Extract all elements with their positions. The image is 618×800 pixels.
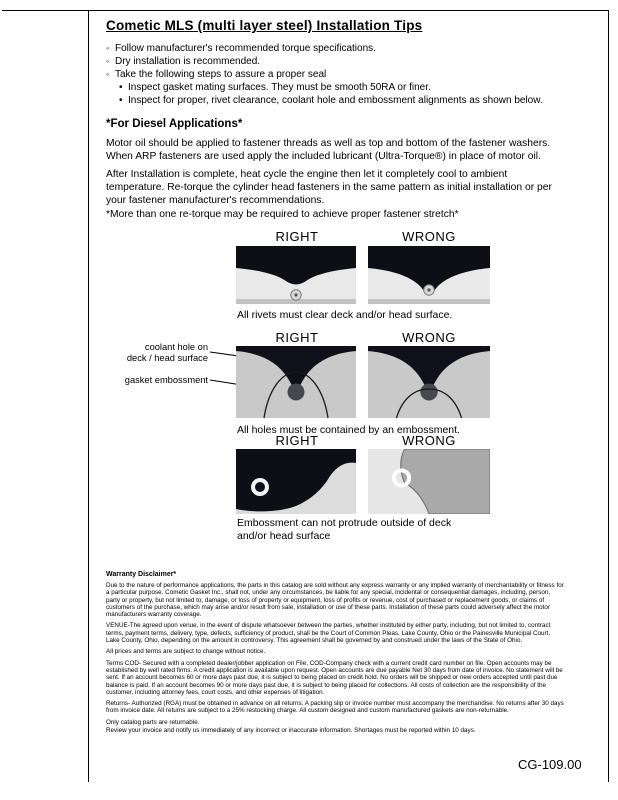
right-label-row2: RIGHT: [275, 330, 319, 345]
tip-item: [106, 68, 576, 81]
tip-text: Take the following steps to assure a proper seal: [115, 69, 327, 80]
bullet-icon: ◦: [106, 56, 110, 66]
wrong-label-row1: WRONG: [402, 229, 456, 244]
tip-item: [106, 55, 576, 68]
diesel-heading: *For Diesel Applications*: [106, 118, 243, 130]
diagram-protrude-right: [236, 449, 356, 514]
gasket-embossment-label: gasket embossment: [124, 375, 208, 385]
diagram-embossment-wrong: [368, 346, 490, 418]
frame-left-border: [88, 10, 89, 782]
warranty-paragraph: Due to the nature of performance applications, the parts in this catalog are sold without any express warranty or any implied warranty of merchantability or fitness for a particular purpose. Cometic Gasket Inc., shall not, under any circumstances, be liable for any special, incidental or consequential damages, including, person, party or property, but not limited to, damage, or loss of property or equipment, loss of profits or revenue, cost of purchased or replacement goods, or claims of customers of the purchase, which may arise and/or result from sale, installation or use of these parts. Installation of these parts could adversely affect the motor manufacturers warranty coverage.: [106, 582, 564, 619]
frame-top-border: [2, 10, 609, 11]
frame-right-border: [608, 10, 609, 782]
bullet-icon: •: [119, 95, 123, 106]
diagram-rivet-right: [236, 246, 356, 304]
caption-protrude-line1: Embossment can not protrude outside of deck: [237, 517, 452, 529]
page-title: Cometic MLS (multi layer steel) Installation Tips: [106, 18, 423, 33]
diagram-embossment-right: [236, 346, 356, 418]
tip-item: [106, 42, 576, 55]
tips-list: [106, 42, 576, 107]
right-label-row3: RIGHT: [275, 433, 319, 448]
wrong-label-row3: WRONG: [402, 433, 456, 448]
caption-protrude-line2: and/or head surface: [237, 530, 331, 542]
page-code: CG-109.00: [518, 757, 582, 772]
caption-holes: All holes must be contained by an embossment.: [237, 424, 460, 436]
diagram-rivet-wrong: [368, 246, 490, 304]
warranty-section: [106, 571, 564, 738]
tip-sub-item: [119, 94, 576, 107]
tip-sub-item: [119, 81, 576, 94]
warranty-paragraph: VENUE-The agreed upon venue, in the event of dispute whatsoever between the parties, whether instituted by either party, including, but not limited to, contract terms, payment terms, delivery, type, defects, sufficiency of product, shall be the Court of Common Pleas, Lake County, Ohio or the Painesville Municipal Court, Lake County, Ohio, depending on the amount in controversy. This agreement shall be governed by and construed under the laws of the State of Ohio.: [106, 622, 551, 645]
right-label-row1: RIGHT: [275, 229, 319, 244]
warranty-paragraph: Terms COD- Secured with a completed dealer/jobber application on File, COD-Company check with a current credit card number on file. Open accounts may be established by well rated firms. A credit application is available upon request. Open accounts are due payable Net 30 days from date of invoice. No statement will be sent. If an account becomes 60 or more days past due, it is subject to being placed on credit hold. No orders will be shipped or new orders accepted until past due balance is paid. If an account becomes 90 or more days past due, it is subject to being placed for collections. All costs of collection are the responsibility of the customer, including attorney fees, court costs, and other expenses of litigation.: [106, 659, 563, 696]
tip-text: Follow manufacturer's recommended torque specifications.: [115, 43, 376, 54]
warranty-paragraph: All prices and terms are subject to change without notice.: [106, 648, 266, 656]
bullet-icon: ◦: [106, 43, 110, 53]
diesel-paragraph-2: After Installation is complete, heat cycle the engine then let it completely cool to ambient temperature. Re-torque the cylinder head fasteners in the same pattern as initial installation or per your fastener manufacturer's recommendations.: [106, 169, 552, 207]
retorque-note: *More than one re-torque may be required to achieve proper fastener stretch*: [106, 209, 459, 220]
tip-text: Inspect gasket mating surfaces. They must be smooth 50RA or finer.: [128, 82, 431, 93]
diesel-paragraph-1: Motor oil should be applied to fastener threads as well as top and bottom of the fastener washers. When ARP fasteners are used apply the included lubricant (Ultra-Torque®) in place of motor oil.: [106, 138, 551, 163]
bullet-icon: •: [119, 82, 123, 93]
caption-rivets: All rivets must clear deck and/or head surface.: [237, 309, 453, 321]
warranty-heading: Warranty Disclaimer*: [106, 571, 177, 578]
bullet-icon: ◦: [106, 69, 110, 79]
warranty-paragraph: Only catalog parts are returnable.: [106, 718, 200, 726]
wrong-label-row2: WRONG: [402, 330, 456, 345]
diagram-protrude-wrong: [368, 449, 490, 514]
tip-text: Inspect for proper, rivet clearance, coolant hole and embossment alignments as shown below.: [128, 95, 543, 106]
warranty-paragraph: Returns- Authorized (RGA) must be obtained in advance on all returns. A packing slip or invoice number must accompany the merchandise. No returns after 30 days from invoice date. All returns are subject to a 25% restocking charge. All custom designed and custom manufactured gaskets are non-returnable.: [106, 700, 564, 715]
tip-text: Dry installation is recommended.: [115, 56, 261, 67]
coolant-hole-label: coolant hole on deck / head surface: [126, 342, 208, 363]
warranty-paragraph: Review your invoice and notify us immediately of any incorrect or inaccurate information. Shortages must be reported within 10 days.: [106, 727, 476, 735]
